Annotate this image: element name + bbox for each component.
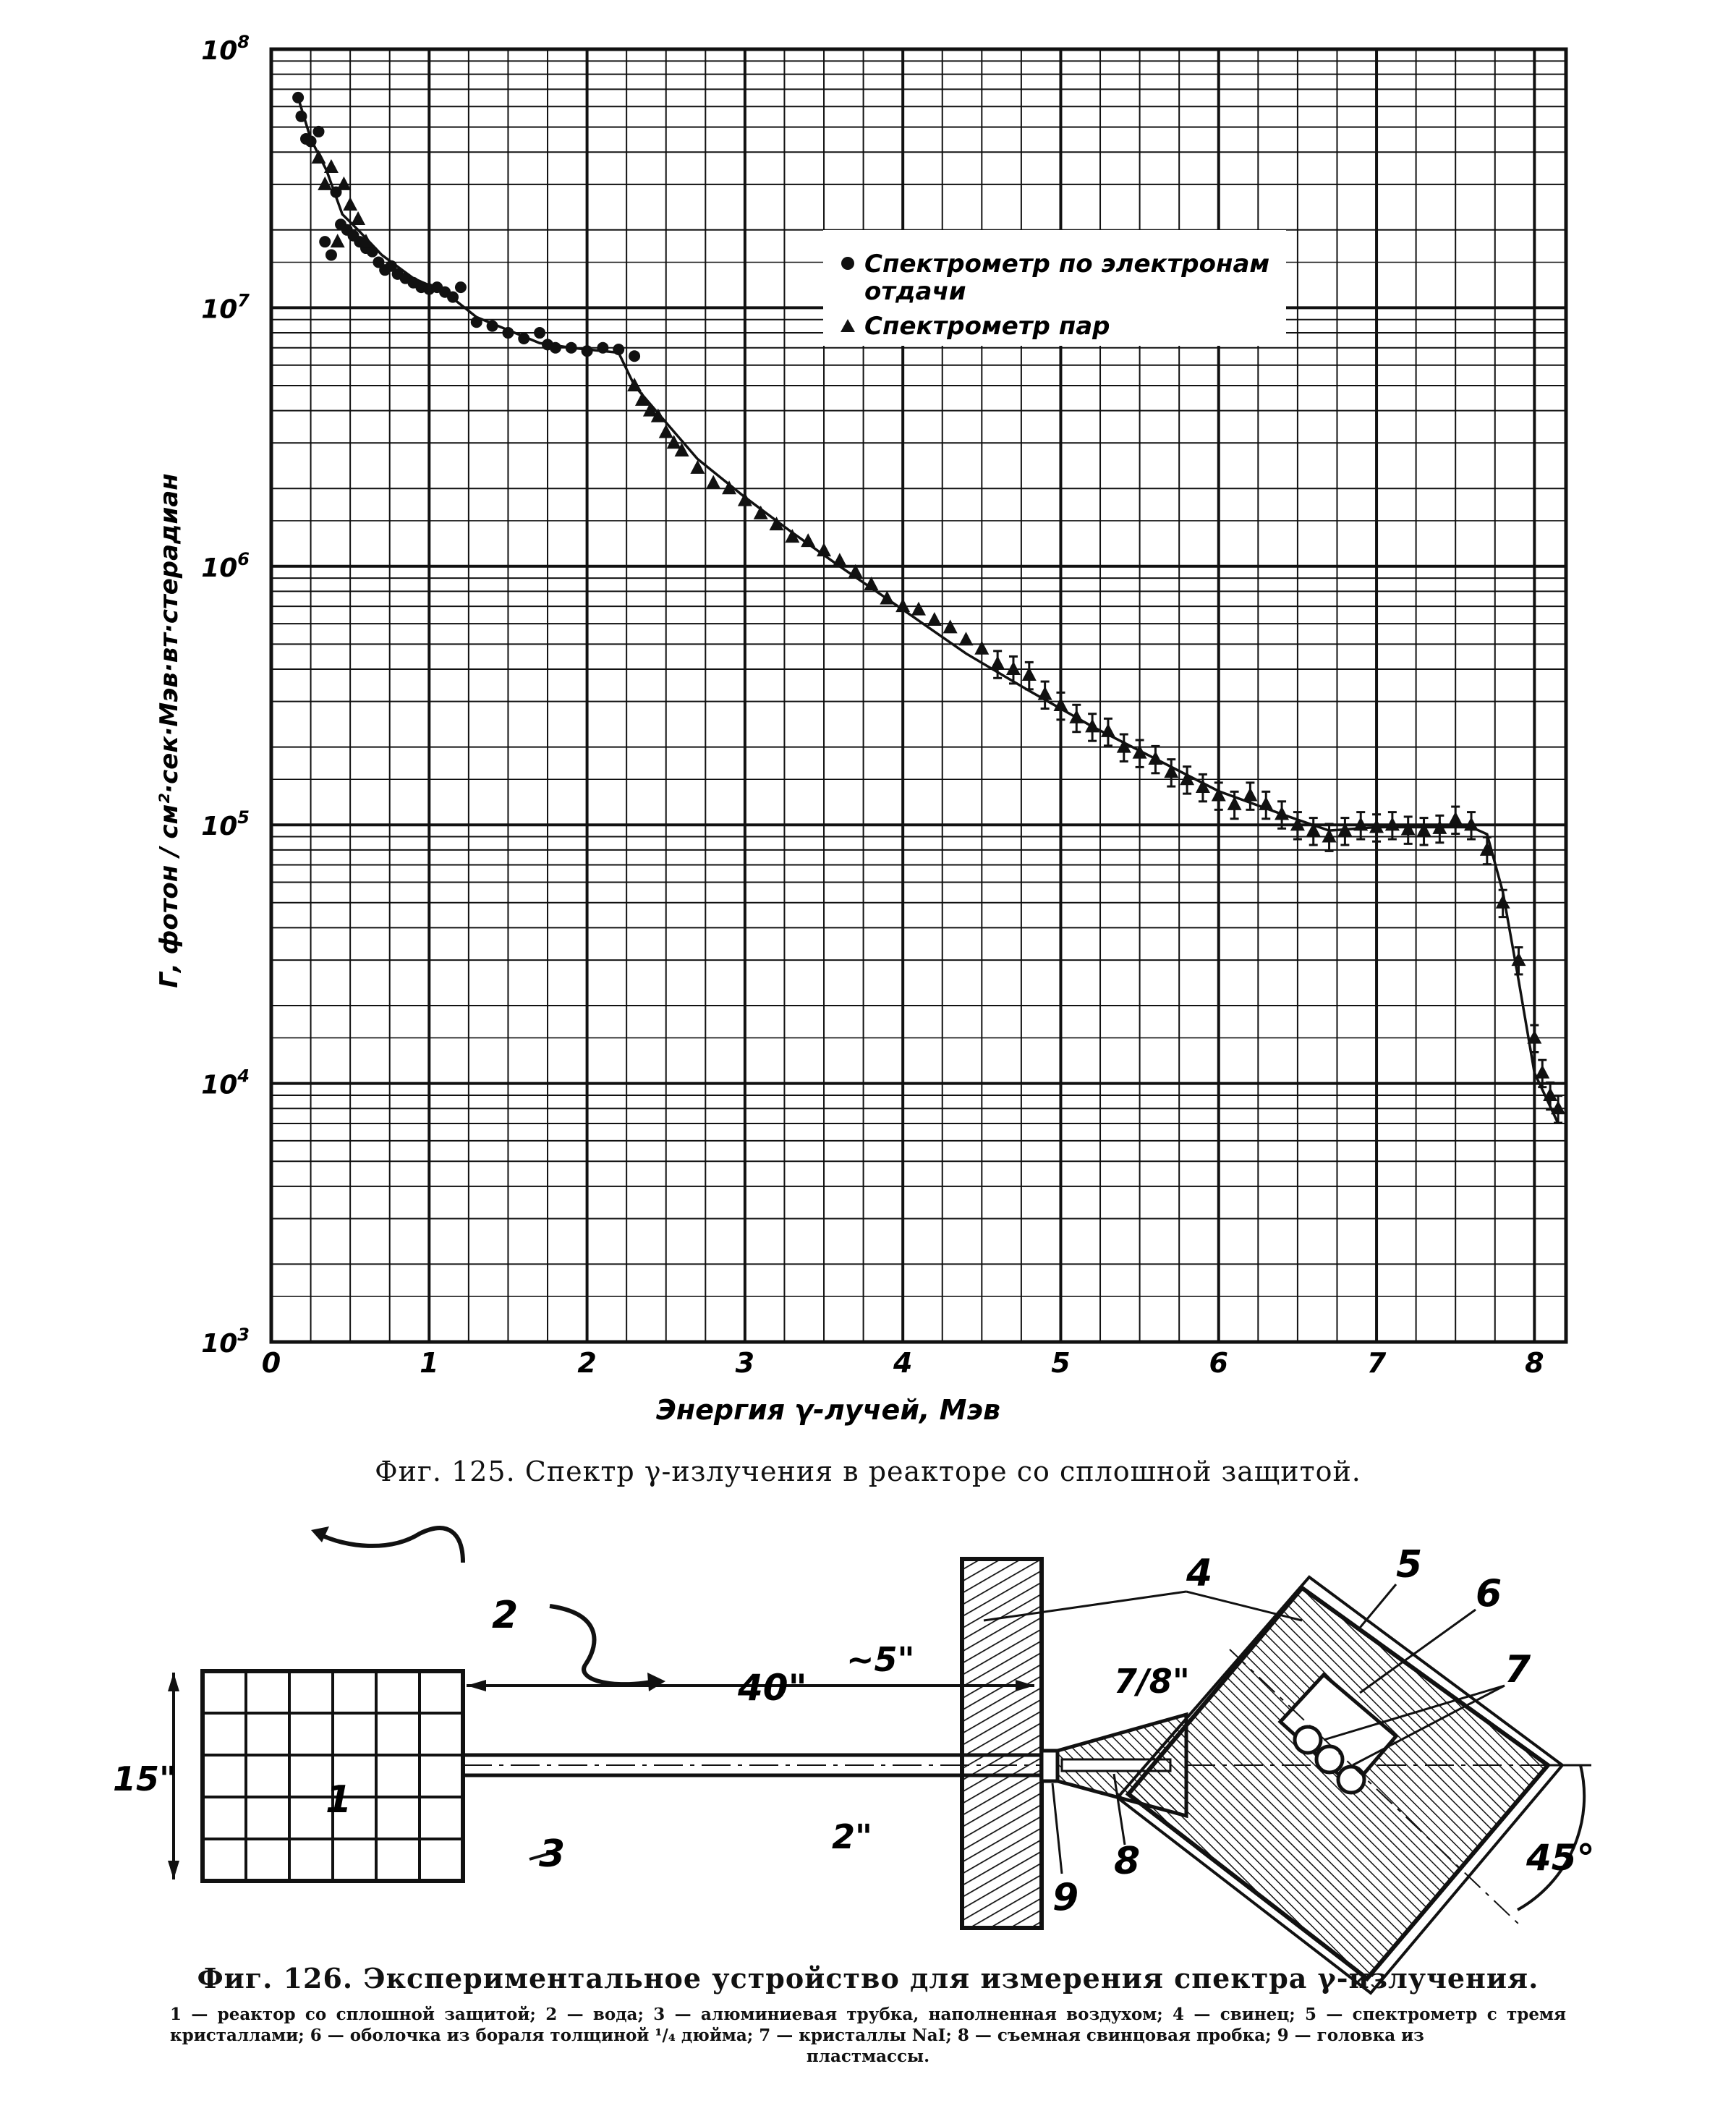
y-tick-labels — [201, 32, 250, 1359]
data-point-circle — [487, 320, 498, 332]
data-point-triangle — [627, 378, 642, 391]
data-point-circle — [305, 135, 317, 147]
x-tick-label: 5 — [1051, 1347, 1071, 1379]
data-point-circle — [292, 92, 304, 103]
data-point-triangle — [1085, 718, 1099, 732]
data-point-triangle — [943, 619, 958, 633]
chart-legend — [823, 230, 1286, 346]
data-point-circle — [534, 327, 545, 339]
label-lead-plug: 8 — [1114, 1840, 1141, 1883]
aluminium-tube — [463, 1755, 1042, 1775]
data-point-triangle — [817, 543, 831, 556]
data-point-triangle — [1101, 723, 1115, 737]
data-point-circle — [295, 111, 307, 122]
data-point-triangle — [343, 197, 357, 211]
data-point-circle — [502, 327, 514, 339]
legend-entry-2: Спектрометр пар — [864, 312, 1110, 341]
data-point-circle — [550, 342, 561, 354]
y-tick-label: $10^8$ — [201, 32, 250, 66]
x-tick-label: 4 — [893, 1347, 913, 1379]
y-tick-label: $10^5$ — [201, 807, 250, 842]
label-water: 2 — [492, 1594, 519, 1637]
x-axis-label: Энергия γ-лучей, Мэв — [655, 1394, 1001, 1426]
label-crystals: 7 — [1505, 1648, 1531, 1691]
data-point-triangle — [1164, 764, 1178, 778]
data-point-triangle — [351, 211, 365, 225]
data-point-triangle — [324, 159, 339, 173]
data-point-triangle — [1243, 787, 1257, 801]
data-point-triangle — [958, 632, 973, 645]
figure-126-caption: Фиг. 126. Экспериментальное устройство для измерения спектра γ-излучения. — [197, 1962, 1539, 1995]
y-tick-label: $10^7$ — [201, 290, 250, 325]
data-point-circle — [455, 281, 467, 293]
y-tick-label: $10^6$ — [201, 548, 250, 583]
arrowhead-icon — [647, 1673, 665, 1691]
data-point-triangle — [1259, 796, 1273, 810]
dim-pipe-label: 2" — [832, 1817, 872, 1856]
figure-126-legend — [170, 2004, 1566, 2067]
plastic-head — [1042, 1751, 1058, 1781]
dim-plug-label: 7/8" — [1114, 1662, 1190, 1701]
data-point-circle — [613, 344, 624, 355]
x-tick-label: 1 — [420, 1347, 439, 1379]
data-point-triangle — [1496, 895, 1510, 909]
legend-entry-1-line2: отдачи — [864, 277, 966, 306]
data-point-circle — [566, 342, 577, 354]
figure-126-legend-text: 1 — реактор со сплошной защитой; 2 — вода; 3 — алюминиевая трубка, наполненная воздухом; 4 — свинец; 5 — спектрометр с тремя кристаллами; 6 — оболочка из бораля толщиной ¹/₄ дюйма; 7 — кристаллы NaI; 8 — съемная свинцовая пробка; 9 — головка из — [170, 2005, 1566, 2045]
label-plastic-head: 9 — [1052, 1876, 1079, 1919]
water-flow-arrow-top — [318, 1528, 463, 1563]
data-point-circle — [471, 316, 482, 328]
label-lead: 4 — [1186, 1552, 1213, 1595]
data-point-circle — [597, 342, 608, 354]
data-point-triangle — [974, 641, 989, 655]
x-tick-labels — [262, 1347, 1544, 1379]
y-tick-label: $10^3$ — [201, 1325, 250, 1359]
water-flow-arrow — [550, 1606, 651, 1684]
data-point-triangle — [927, 612, 942, 626]
data-point-circle — [319, 236, 331, 247]
data-point-triangle — [1551, 1100, 1565, 1114]
x-tick-label: 3 — [735, 1347, 755, 1379]
data-point-circle — [312, 126, 324, 137]
data-point-triangle — [1038, 687, 1052, 700]
label-tube: 3 — [539, 1832, 566, 1876]
legend-entry-1-line1: Спектрометр по электронам — [864, 250, 1270, 279]
data-point-triangle — [336, 177, 351, 190]
dim-length-label: 40" — [738, 1667, 807, 1709]
x-tick-label: 2 — [577, 1347, 597, 1379]
figure-126-legend-last: пластмассы. — [806, 2047, 930, 2066]
data-point-triangle — [1535, 1065, 1549, 1079]
data-point-triangle — [833, 553, 847, 566]
figure-125-caption: Фиг. 125. Спектр γ-излучения в реакторе со сплошной защитой. — [375, 1456, 1361, 1487]
nai-crystal — [1295, 1727, 1321, 1753]
data-point-triangle — [911, 602, 926, 616]
legend-circle-marker — [841, 257, 854, 270]
x-tick-label: 7 — [1366, 1347, 1387, 1379]
label-spectrometer: 5 — [1396, 1543, 1423, 1586]
nai-crystal — [1338, 1767, 1364, 1793]
data-point-triangle — [659, 424, 673, 438]
x-tick-label: 0 — [261, 1347, 281, 1379]
nai-crystal — [1316, 1746, 1343, 1772]
data-point-triangle — [880, 590, 894, 604]
dim-height-label: 15" — [113, 1759, 176, 1798]
data-point-triangle — [1069, 710, 1084, 723]
data-point-triangle — [1053, 697, 1068, 711]
x-tick-label: 6 — [1209, 1347, 1228, 1379]
data-point-triangle — [1006, 661, 1021, 675]
data-point-triangle — [331, 234, 345, 247]
y-axis-label: Г, фотон / см²·сек·Мэв·вт·стерадиан — [155, 473, 184, 988]
dim-wall-label: ~5" — [846, 1640, 915, 1679]
data-point-circle — [582, 345, 593, 357]
reactor-block — [203, 1671, 463, 1881]
data-point-circle — [326, 249, 337, 260]
label-boral-shell: 6 — [1476, 1572, 1502, 1615]
data-point-triangle — [1148, 751, 1162, 765]
label-reactor: 1 — [326, 1778, 352, 1822]
y-tick-label: $10^4$ — [201, 1066, 250, 1100]
angle-label: 45° — [1526, 1837, 1595, 1879]
experimental-setup-diagram — [0, 1505, 1736, 2011]
data-point-triangle — [990, 655, 1005, 669]
data-point-circle — [518, 333, 529, 344]
arrowhead-icon — [311, 1526, 329, 1542]
data-point-circle — [629, 350, 640, 362]
data-point-triangle — [1448, 812, 1463, 825]
data-point-circle — [447, 292, 459, 303]
x-tick-label: 8 — [1525, 1347, 1544, 1379]
